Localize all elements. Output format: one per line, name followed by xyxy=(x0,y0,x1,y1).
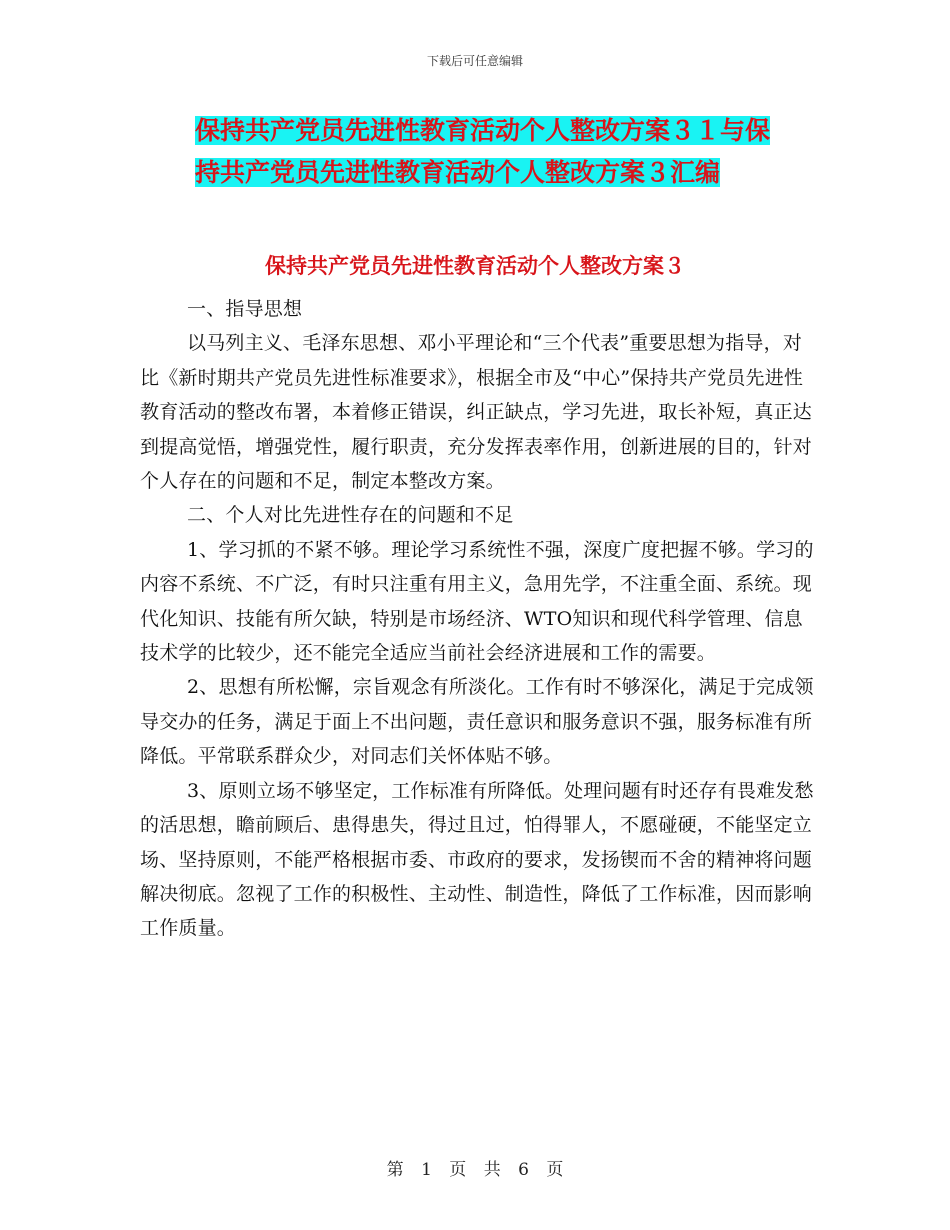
paragraph-problem-2: 2、思想有所松懈，宗旨观念有所淡化。工作有时不够深化，满足于完成领导交办的任务，满足于面上不出问题，责任意识和服务意识不强，服务标准有所降低。平常联系群众少，对同志们关怀体贴不够。 xyxy=(140,676,814,768)
document-body xyxy=(140,292,820,946)
footer-mid: 页 xyxy=(449,1160,467,1180)
footer-sep: 共 xyxy=(483,1160,501,1180)
paragraph-problem-3: 3、原则立场不够坚定，工作标准有所降低。处理问题有时还存有畏难发愁的活思想，瞻前顾后、患得患失，得过且过，怕得罪人，不愿碰硬，不能坚定立场、坚持原则，不能严格根据市委、市政府的要求，发扬锲而不舍的精神将问题解决彻底。忽视了工作的积极性、主动性、制造性，降低了工作标准，因而影响工作质量。 xyxy=(140,779,814,940)
title-line-2: 持共产党员先进性教育活动个人整改方案３汇编 xyxy=(195,158,721,187)
paragraph-guiding-ideology: 以马列主义、毛泽东思想、邓小平理论和“三个代表”重要思想为指导，对比《新时期共产党员先进性标准要求》，根据全市及“中心”保持共产党员先进性教育活动的整改布署，本着修正错误，纠正缺点，学习先进，取长补短，真正达到提高觉悟，增强党性，履行职责，充分发挥表率作用，创新进展的目的，针对个人存在的问题和不足，制定本整改方案。 xyxy=(140,332,813,493)
page-footer xyxy=(0,1155,950,1180)
paragraph-problem-1: 1、学习抓的不紧不够。理论学习系统性不强，深度广度把握不够。学习的内容不系统、不广泛，有时只注重有用主义，急用先学，不注重全面、系统。现代化知识、技能有所欠缺，特别是市场经济、WTO知识和现代科学管理、信息技术学的比较少，还不能完全适应当前社会经济进展和工作的需要。 xyxy=(140,538,814,665)
footer-suffix: 页 xyxy=(546,1160,564,1180)
document-title xyxy=(195,110,835,194)
heading-problems: 二、个人对比先进性存在的问题和不足 xyxy=(187,504,514,527)
section-title: 保持共产党员先进性教育活动个人整改方案３ xyxy=(265,254,685,278)
header-note: 下载后可任意编辑 xyxy=(426,54,523,68)
heading-guiding-ideology: 一、指导思想 xyxy=(187,298,303,320)
title-line-1: 保持共产党员先进性教育活动个人整改方案３１与保 xyxy=(195,116,771,145)
footer-total-pages: 6 xyxy=(518,1160,529,1180)
footer-prefix: 第 xyxy=(386,1160,404,1180)
footer-page-number: 1 xyxy=(421,1160,432,1180)
